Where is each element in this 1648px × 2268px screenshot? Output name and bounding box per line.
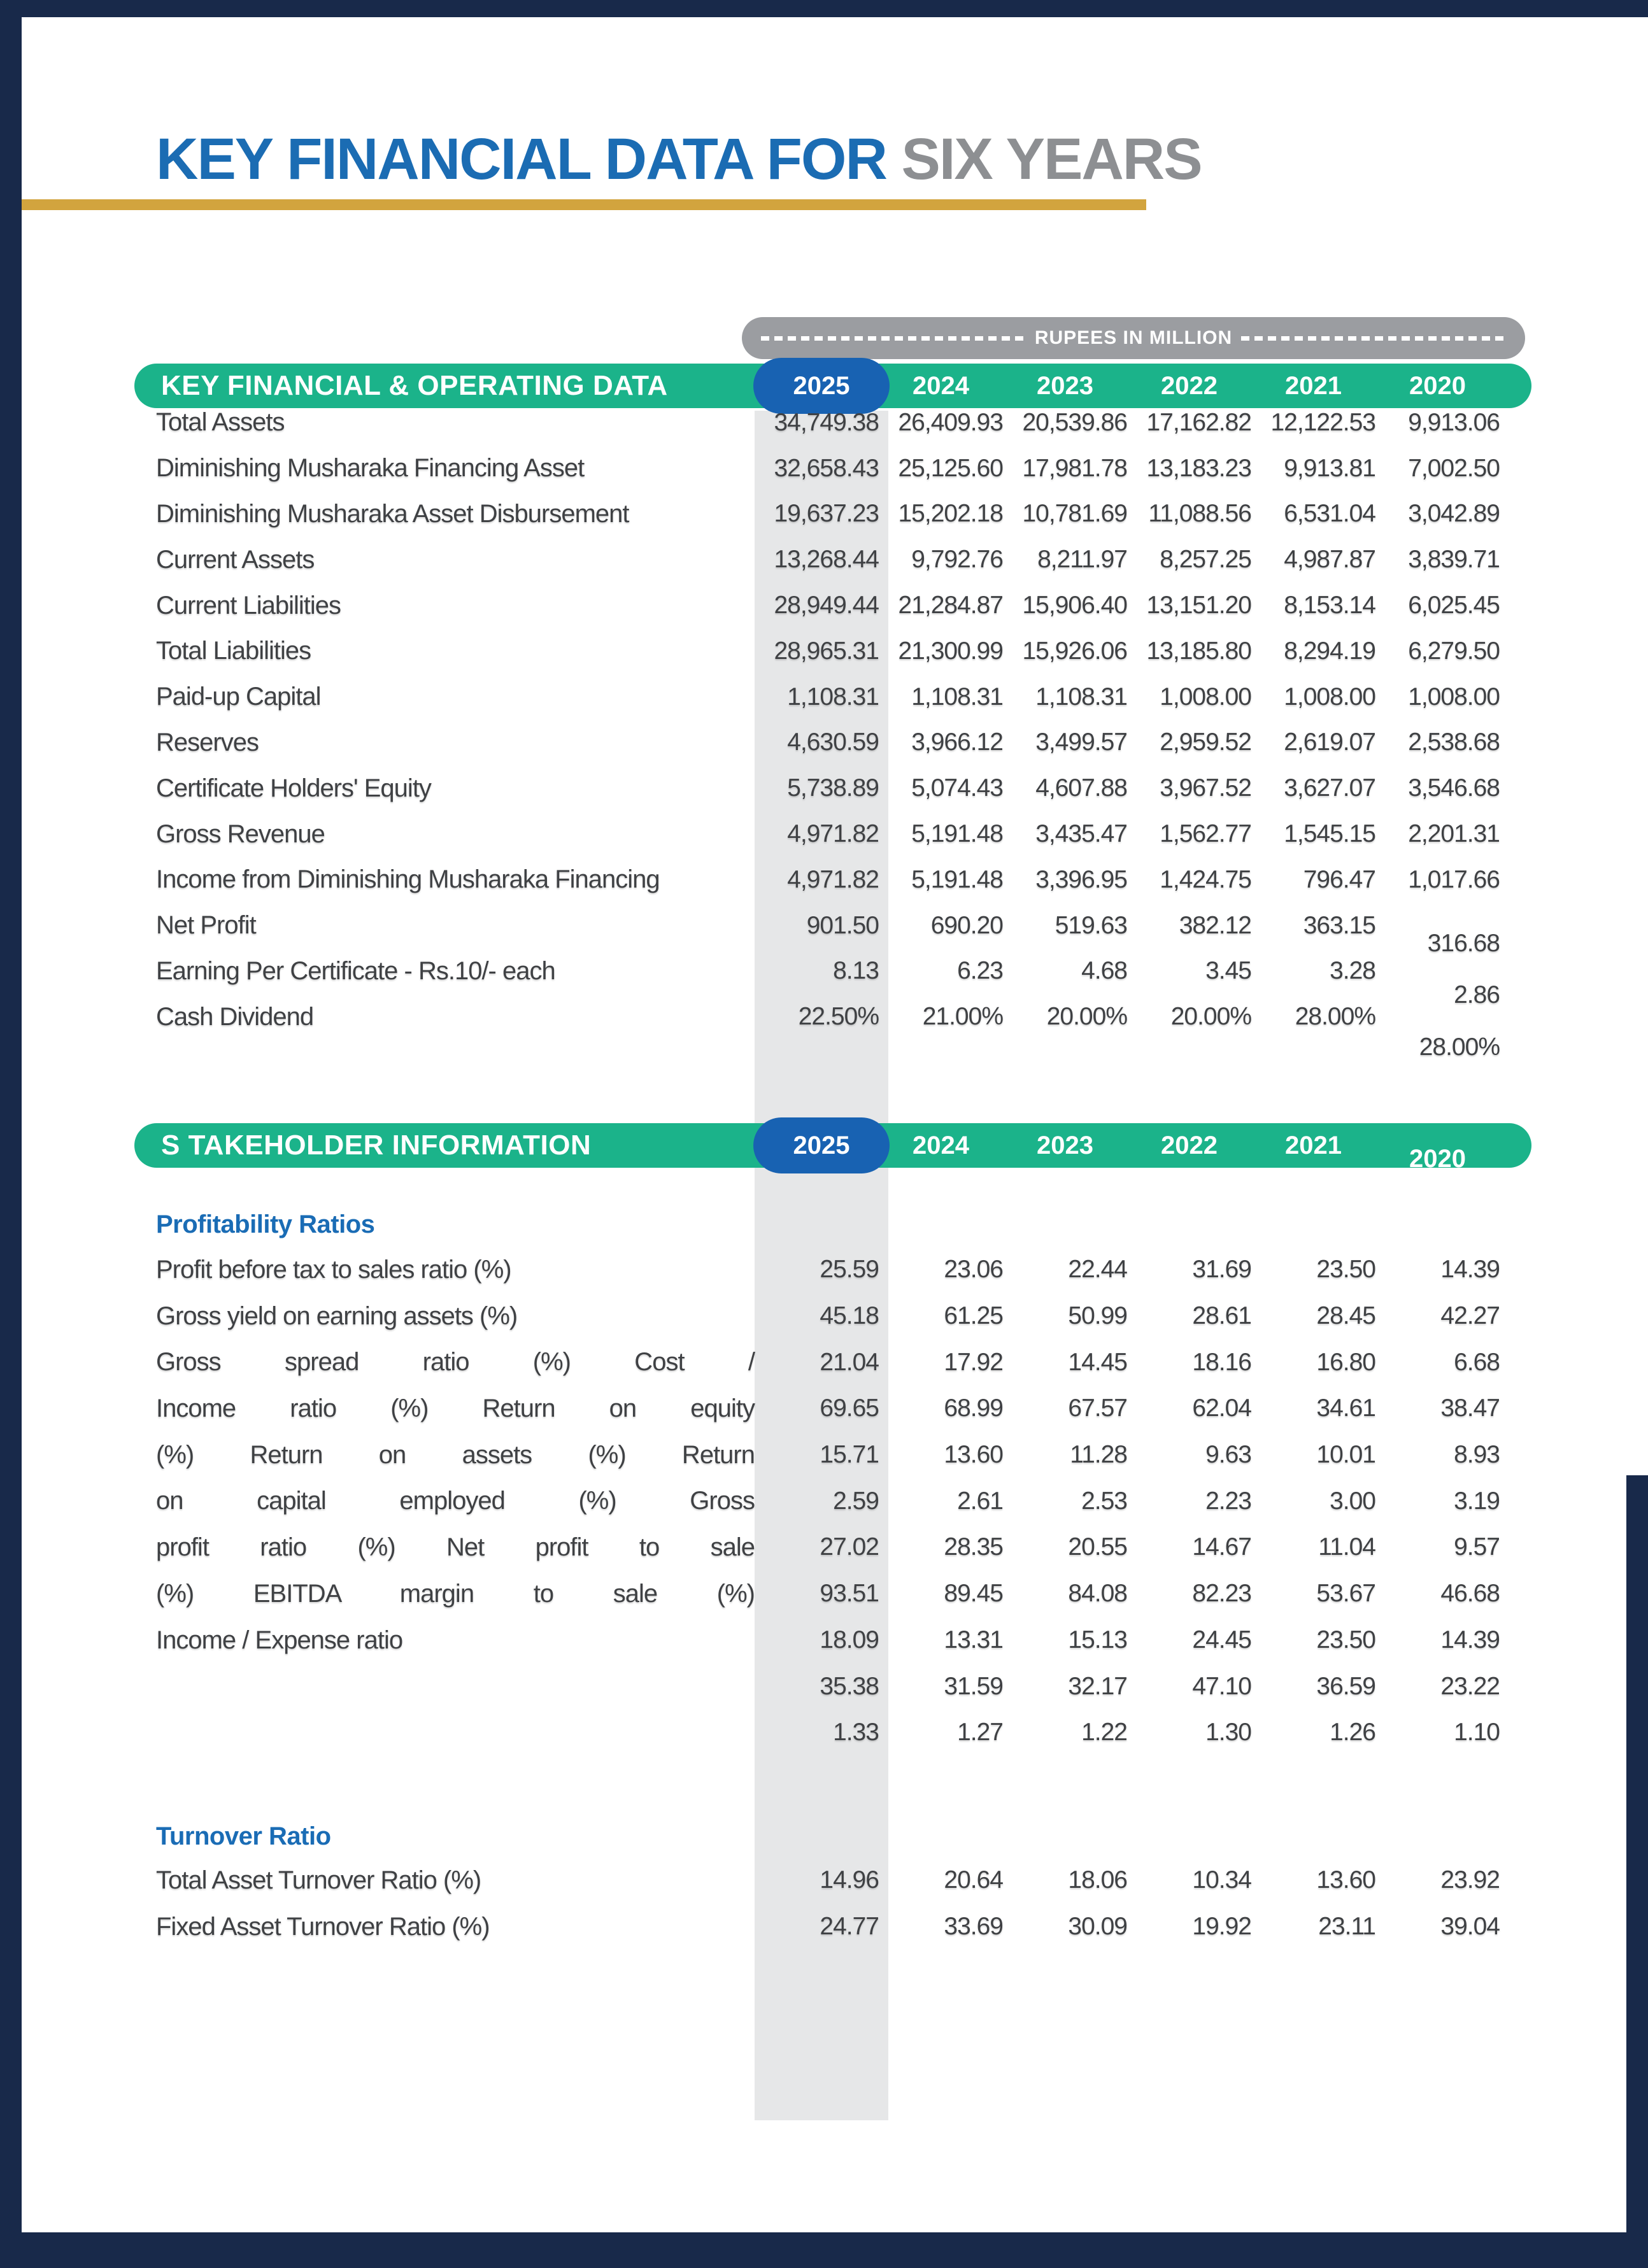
cell-value: 26,409.93 [898,408,1003,436]
cell-value: 1,108.31 [911,683,1003,711]
cell-value: 796.47 [1303,865,1375,893]
cell-value: 21.00% [922,1003,1003,1031]
cell-value: 1,008.00 [1160,683,1251,711]
year-label-2020: 2020 [1409,1144,1466,1173]
cell-value: 5,738.89 [787,774,879,802]
ratio-value: 10.01 [1316,1441,1375,1469]
cell-value: 23.11 [1318,1913,1375,1941]
page-frame-top [0,0,1648,17]
dashed-line-left [761,336,1026,341]
cell-value: 28.00% [1295,1003,1375,1031]
ratio-value: 18.09 [820,1626,879,1654]
cell-value: 20,539.86 [1022,408,1127,436]
cell-value: 3,396.95 [1035,865,1127,893]
ratio-value: 1.10 [1454,1719,1500,1747]
cell-value: 4,607.88 [1035,774,1127,802]
ratio-value: 28.35 [944,1533,1003,1561]
ratio-value: 1.27 [957,1719,1003,1747]
cell-value: 382.12 [1179,911,1251,939]
cell-value: 3,042.89 [1408,500,1500,528]
cell-value: 30.09 [1068,1913,1127,1941]
row-label: Paid-up Capital [156,683,321,711]
cell-value: 20.64 [944,1866,1003,1894]
cell-value: 9,792.76 [911,546,1003,574]
row-label: Total Liabilities [156,637,311,665]
cell-value: 1,424.75 [1160,865,1251,893]
ratio-value: 61.25 [944,1302,1003,1330]
ratio-value: 14.45 [1068,1348,1127,1376]
cell-value: 3,966.12 [911,728,1003,756]
cell-value: 8,211.97 [1037,546,1127,574]
ratio-value: 11.28 [1070,1441,1127,1469]
row-label: Income from Diminishing Musharaka Financing [156,865,660,894]
year-label-2024: 2024 [913,371,969,400]
ratio-value: 46.68 [1440,1580,1500,1608]
cell-value: 1,562.77 [1160,820,1251,848]
cell-value: 3.45 [1205,957,1251,985]
ratio-value: 14.67 [1192,1533,1251,1561]
row-label: Earning Per Certificate - Rs.10/- each [156,956,555,985]
cell-value: 11,088.56 [1148,500,1251,528]
cell-value: 2,538.68 [1408,728,1500,756]
year-label-2024: 2024 [913,1131,969,1159]
cell-value: 21,300.99 [898,637,1003,665]
dashed-line-right [1241,336,1506,341]
ratio-value: 21.04 [820,1348,879,1376]
cell-value: 20.00% [1046,1003,1127,1031]
ratio-value: 3.00 [1330,1487,1375,1515]
ratio-value: 28.45 [1316,1302,1375,1330]
ratio-value: 2.59 [833,1487,879,1515]
cell-value: 1,108.31 [787,683,879,711]
cell-value: 1,545.15 [1284,820,1375,848]
profitability-ratios-heading: Profitability Ratios [156,1210,375,1238]
ratio-value: 1.26 [1330,1719,1375,1747]
cell-value: 3.28 [1330,957,1375,985]
row-label: Cash Dividend [156,1002,314,1031]
cell-value: 5,074.43 [911,774,1003,802]
year-label-2022: 2022 [1161,1131,1218,1159]
cell-value: 28.00% [1419,1033,1500,1061]
cell-value: 13,183.23 [1146,454,1251,482]
row-label: Reserves [156,728,259,756]
ratio-value: 50.99 [1068,1302,1127,1330]
ratio-value: 3.19 [1454,1487,1500,1515]
ratio-value: 62.04 [1192,1394,1251,1422]
cell-value: 12,122.53 [1270,408,1375,436]
ratio-value: 25.59 [820,1256,879,1284]
cell-value: 23.92 [1440,1866,1500,1894]
cell-value: 4.68 [1081,957,1127,985]
cell-value: 2,959.52 [1160,728,1251,756]
cell-value: 15,202.18 [898,500,1003,528]
ratio-value: 93.51 [820,1580,879,1608]
cell-value: 18.06 [1068,1866,1127,1894]
turnover-ratio-heading: Turnover Ratio [156,1822,331,1850]
ratio-value: 27.02 [820,1533,879,1561]
ratio-value: 34.61 [1316,1394,1375,1422]
ratio-value: 1.30 [1205,1719,1251,1747]
cell-value: 28,965.31 [774,637,879,665]
ratio-label-line: on capital employed (%) Gross [156,1487,755,1515]
ratio-value: 36.59 [1316,1672,1375,1700]
row-label: Total Asset Turnover Ratio (%) [156,1866,481,1894]
ratio-value: 84.08 [1068,1580,1127,1608]
ratio-value: 2.23 [1205,1487,1251,1515]
cell-value: 17,162.82 [1146,408,1251,436]
cell-value: 690.20 [930,911,1003,939]
gold-underline [0,199,1146,210]
ratio-value: 68.99 [944,1394,1003,1422]
cell-value: 8.13 [833,957,879,985]
ratio-label-line: (%) EBITDA margin to sale (%) [156,1579,755,1608]
cell-value: 2,201.31 [1408,820,1500,848]
ratio-value: 38.47 [1440,1394,1500,1422]
section2-header-label: S TAKEHOLDER INFORMATION [161,1130,592,1161]
cell-value: 4,987.87 [1284,546,1375,574]
cell-value: 3,546.68 [1408,774,1500,802]
cell-value: 3,627.07 [1284,774,1375,802]
ratio-value: 14.39 [1440,1256,1500,1284]
ratio-value: 6.68 [1454,1348,1500,1376]
ratio-value: 31.59 [944,1672,1003,1700]
ratio-label-line: Gross spread ratio (%) Cost / [156,1348,755,1377]
ratio-label-line: Income ratio (%) Return on equity [156,1394,755,1423]
ratio-value: 17.92 [944,1348,1003,1376]
cell-value: 8,153.14 [1284,592,1375,620]
cell-value: 4,971.82 [787,820,879,848]
ratio-labels-block [156,1247,755,1663]
cell-value: 9,913.81 [1284,454,1375,482]
ratio-value: 32.17 [1068,1672,1127,1700]
cell-value: 3,499.57 [1035,728,1127,756]
cell-value: 32,658.43 [774,454,879,482]
cell-value: 3,839.71 [1408,546,1500,574]
cell-value: 22.50% [798,1003,879,1031]
cell-value: 6,025.45 [1408,592,1500,620]
ratio-value: 11.04 [1318,1533,1375,1561]
active-year-pill: 2025 [753,358,890,414]
ratio-value: 23.50 [1316,1626,1375,1654]
year-label-2023: 2023 [1037,371,1093,400]
cell-value: 13,268.44 [774,546,879,574]
ratio-value: 35.38 [820,1672,879,1700]
active-year-pill: 2025 [753,1117,890,1173]
ratio-value: 2.61 [957,1487,1003,1515]
cell-value: 13,151.20 [1146,592,1251,620]
cell-value: 10,781.69 [1022,500,1127,528]
cell-value: 13.60 [1316,1866,1375,1894]
cell-value: 1,008.00 [1408,683,1500,711]
cell-value: 34,749.38 [774,408,879,436]
row-label: Total Assets [156,408,285,437]
ratio-value: 45.18 [820,1302,879,1330]
ratio-label-line: Profit before tax to sales ratio (%) [156,1256,511,1284]
ratio-value: 9.57 [1454,1533,1500,1561]
ratio-value: 2.53 [1081,1487,1127,1515]
turnover-table [156,1857,1500,1950]
row-label: Current Liabilities [156,591,341,620]
cell-value: 21,284.87 [898,592,1003,620]
ratio-value: 31.69 [1192,1256,1251,1284]
ratio-value: 47.10 [1192,1672,1251,1700]
row-label: Fixed Asset Turnover Ratio (%) [156,1912,490,1941]
cell-value: 39.04 [1440,1913,1500,1941]
row-label: Certificate Holders' Equity [156,774,431,802]
page-title-secondary: SIX YEARS [901,127,1202,192]
cell-value: 33.69 [944,1913,1003,1941]
cell-value: 8,257.25 [1160,546,1251,574]
ratio-value: 53.67 [1316,1580,1375,1608]
ratio-values-table [755,1247,1500,1756]
cell-value: 6.23 [957,957,1003,985]
cell-value: 2.86 [1454,981,1500,1009]
cell-value: 19,637.23 [774,500,879,528]
units-label: RUPEES IN MILLION [1034,327,1233,348]
ratio-value: 67.57 [1068,1394,1127,1422]
year-label-2020: 2020 [1409,371,1466,400]
ratio-value: 24.45 [1192,1626,1251,1654]
ratio-label-line: (%) Return on assets (%) Return [156,1440,755,1469]
ratio-value: 23.06 [944,1256,1003,1284]
page-frame-right [1626,1475,1648,2268]
ratio-value: 1.33 [833,1719,879,1747]
ratio-value: 28.61 [1192,1302,1251,1330]
ratio-value: 23.22 [1440,1672,1500,1700]
ratio-value: 1.22 [1081,1719,1127,1747]
ratio-value: 13.31 [944,1626,1003,1654]
units-capsule [742,317,1525,359]
ratio-value: 13.60 [944,1441,1003,1469]
cell-value: 10.34 [1192,1866,1251,1894]
year-label-2021: 2021 [1285,371,1342,400]
ratio-value: 89.45 [944,1580,1003,1608]
cell-value: 519.63 [1055,911,1127,939]
cell-value: 19.92 [1192,1913,1251,1941]
cell-value: 15,906.40 [1022,592,1127,620]
cell-value: 14.96 [820,1866,879,1894]
ratio-value: 14.39 [1440,1626,1500,1654]
row-label: Diminishing Musharaka Financing Asset [156,454,585,483]
row-label: Gross Revenue [156,819,325,848]
row-label: Current Assets [156,545,315,574]
page-frame-bottom [0,2232,1648,2268]
ratio-value: 9.63 [1205,1441,1251,1469]
cell-value: 363.15 [1303,911,1375,939]
cell-value: 4,971.82 [787,865,879,893]
page-title [156,126,1202,193]
cell-value: 9,913.06 [1408,408,1500,436]
cell-value: 6,279.50 [1408,637,1500,665]
cell-value: 2,619.07 [1284,728,1375,756]
cell-value: 316.68 [1427,929,1500,957]
page-title-primary: KEY FINANCIAL DATA FOR [156,127,902,192]
cell-value: 28,949.44 [774,592,879,620]
row-label: Diminishing Musharaka Asset Disbursement [156,499,629,528]
cell-value: 15,926.06 [1022,637,1127,665]
ratio-value: 23.50 [1316,1256,1375,1284]
year-label-2022: 2022 [1161,371,1218,400]
section2-header-bar [134,1123,1531,1173]
ratio-label-line: Gross yield on earning assets (%) [156,1301,518,1330]
year-label-2023: 2023 [1037,1131,1093,1159]
section1-header-label: KEY FINANCIAL & OPERATING DATA [161,370,668,401]
cell-value: 24.77 [820,1913,879,1941]
cell-value: 1,017.66 [1408,865,1500,893]
cell-value: 25,125.60 [898,454,1003,482]
cell-value: 13,185.80 [1146,637,1251,665]
cell-value: 5,191.48 [911,865,1003,893]
page-frame-left [0,0,22,2268]
cell-value: 1,108.31 [1035,683,1127,711]
cell-value: 901.50 [806,911,879,939]
cell-value: 7,002.50 [1408,454,1500,482]
ratio-value: 16.80 [1316,1348,1375,1376]
cell-value: 3,967.52 [1160,774,1251,802]
cell-value: 3,435.47 [1035,820,1127,848]
row-label: Net Profit [156,911,256,940]
ratio-value: 8.93 [1454,1441,1500,1469]
ratio-value: 42.27 [1440,1302,1500,1330]
cell-value: 8,294.19 [1284,637,1375,665]
cell-value: 5,191.48 [911,820,1003,848]
cell-value: 20.00% [1170,1003,1251,1031]
ratio-value: 82.23 [1192,1580,1251,1608]
ratio-value: 18.16 [1192,1348,1251,1376]
ratio-value: 15.13 [1068,1626,1127,1654]
ratio-label-line: profit ratio (%) Net profit to sale [156,1533,755,1562]
ratio-label-line: Income / Expense ratio [156,1626,403,1654]
year-label-2021: 2021 [1285,1131,1342,1159]
ratio-value: 20.55 [1068,1533,1127,1561]
financial-data-table [156,400,1500,1061]
cell-value: 6,531.04 [1284,500,1375,528]
ratio-value: 69.65 [820,1394,879,1422]
ratio-value: 15.71 [820,1441,879,1469]
cell-value: 4,630.59 [787,728,879,756]
cell-value: 1,008.00 [1284,683,1375,711]
ratio-value: 22.44 [1068,1256,1127,1284]
cell-value: 17,981.78 [1022,454,1127,482]
